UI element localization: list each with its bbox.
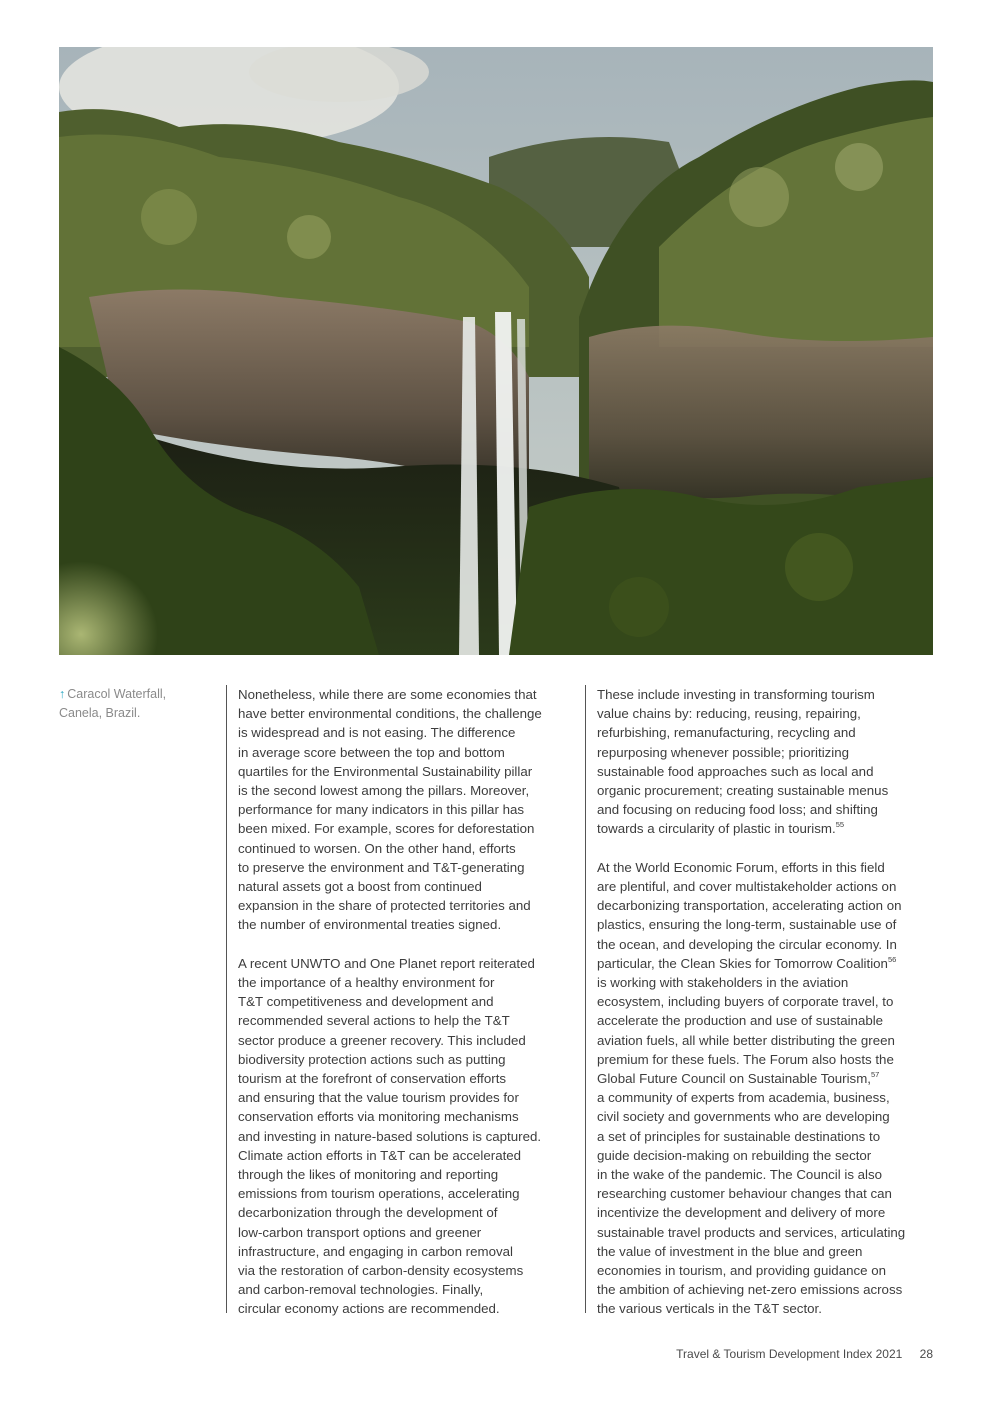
text-line: A recent UNWTO and One Planet report reiterated xyxy=(238,955,535,971)
text-line: sustainable travel products and services, articulating xyxy=(597,1224,906,1240)
page-number: 28 xyxy=(919,1347,933,1361)
text-line: guide decision-making on rebuilding the sector xyxy=(597,1147,872,1163)
text-line: decarbonization through the development of xyxy=(238,1205,498,1221)
text-line: and investing in nature-based solutions is captured. xyxy=(238,1128,542,1144)
text-line: low-carbon transport options and greener xyxy=(238,1224,482,1240)
photo-caption xyxy=(59,685,209,722)
page-footer xyxy=(676,1347,933,1361)
text-line: emissions from tourism operations, accelerating xyxy=(238,1186,520,1202)
text-line: These include investing in transforming tourism xyxy=(597,687,875,702)
text-line: a community of experts from academia, business, xyxy=(597,1090,890,1106)
text-line: researching customer behaviour changes that can xyxy=(597,1186,892,1202)
text-line: in average score between the top and bottom xyxy=(238,744,505,760)
text-line: value chains by: reducing, reusing, repairing, xyxy=(597,706,861,722)
text-line: been mixed. For example, scores for deforestation xyxy=(238,821,535,837)
text-line: aviation fuels, all while better distributing the green xyxy=(597,1032,895,1048)
text-line: is the second lowest among the pillars. Moreover, xyxy=(238,783,530,799)
text-line: through the likes of monitoring and reporting xyxy=(238,1167,499,1183)
text-column-1 xyxy=(226,685,581,1317)
text-line: quartiles for the Environmental Sustainability pillar xyxy=(238,763,533,779)
text-line: infrastructure, and engaging in carbon removal xyxy=(238,1243,513,1259)
text-line-body: Global Future Council on Sustainable Tourism, xyxy=(597,1071,871,1087)
text-line: tourism at the forefront of conservation efforts xyxy=(238,1071,507,1087)
footnote-marker: 55 xyxy=(835,820,845,830)
text-line: the value of investment in the blue and green xyxy=(597,1243,863,1259)
text-line: ecosystem, including buyers of corporate travel, to xyxy=(597,994,894,1010)
text-line: to preserve the environment and T&T-generating xyxy=(238,859,525,875)
text-line: in the wake of the pandemic. The Council is also xyxy=(597,1167,883,1183)
text-line: via the restoration of carbon-density ecosystems xyxy=(238,1263,524,1279)
text-line xyxy=(597,1069,937,1088)
text-line: a set of principles for sustainable destinations to xyxy=(597,1128,881,1144)
text-line: civil society and governments who are developing xyxy=(597,1109,890,1125)
text-column-2 xyxy=(585,685,937,1317)
text-line: and carbon-removal technologies. Finally, xyxy=(238,1282,484,1298)
text-line: sustainable food approaches such as local and xyxy=(597,763,874,779)
text-line: the ocean, and developing the circular economy. In xyxy=(597,936,897,952)
text-line: are plentiful, and cover multistakeholder actions on xyxy=(597,879,897,895)
paragraph xyxy=(597,685,937,839)
text-line-body: towards a circularity of plastic in tourism. xyxy=(597,821,836,837)
caption-line-2: Canela, Brazil. xyxy=(59,705,141,720)
text-line: have better environmental conditions, the challenge xyxy=(238,706,542,722)
text-line: Nonetheless, while there are some economies that xyxy=(238,687,537,702)
text-line: accelerate the production and use of sustainable xyxy=(597,1013,884,1029)
text-line: the importance of a healthy environment for xyxy=(238,975,495,991)
text-line xyxy=(597,954,937,973)
text-line: incentivize the development and delivery of more xyxy=(597,1205,886,1221)
text-line: economies in tourism, and providing guidance on xyxy=(597,1263,887,1279)
text-line: the ambition of achieving net-zero emissions across xyxy=(597,1282,903,1298)
text-line: and ensuring that the value tourism provides for xyxy=(238,1090,519,1106)
text-line: and focusing on reducing food loss; and shifting xyxy=(597,802,878,818)
text-line: continued to worsen. On the other hand, efforts xyxy=(238,840,516,856)
text-line: natural assets got a boost from continued xyxy=(238,879,482,895)
text-line: repurposing whenever possible; prioritizing xyxy=(597,744,850,760)
caption-line-1: Caracol Waterfall, xyxy=(67,687,167,701)
text-line: is working with stakeholders in the aviation xyxy=(597,975,849,991)
text-line: expansion in the share of protected territories and xyxy=(238,898,531,914)
text-line-body: particular, the Clean Skies for Tomorrow Coalition xyxy=(597,955,888,971)
text-line: decarbonizing transportation, accelerating action on xyxy=(597,898,902,914)
text-line: performance for many indicators in this pillar has xyxy=(238,802,525,818)
text-line: biodiversity protection actions such as putting xyxy=(238,1051,506,1067)
text-line: T&T competitiveness and development and xyxy=(238,994,494,1010)
paragraph xyxy=(597,858,937,1319)
text-line: organic procurement; creating sustainable menus xyxy=(597,783,889,799)
waterfall-photo xyxy=(59,47,933,655)
waterfall-illustration xyxy=(59,47,933,655)
text-line: circular economy actions are recommended. xyxy=(238,1301,500,1317)
text-line: the number of environmental treaties signed. xyxy=(238,917,502,933)
footnote-marker: 56 xyxy=(887,954,897,964)
text-line: sector produce a greener recovery. This included xyxy=(238,1032,526,1048)
paragraph xyxy=(238,954,581,1319)
text-line: plastics, ensuring the long-term, sustainable use of xyxy=(597,917,897,933)
text-line: conservation efforts via monitoring mechanisms xyxy=(238,1109,519,1125)
text-line: premium for these fuels. The Forum also hosts the xyxy=(597,1051,894,1067)
publication-title: Travel & Tourism Development Index 2021 xyxy=(676,1347,903,1361)
arrow-up-icon: ↑ xyxy=(59,687,66,701)
text-line: recommended several actions to help the T&T xyxy=(238,1013,510,1029)
paragraph xyxy=(238,685,581,935)
text-line: refurbishing, remanufacturing, recycling and xyxy=(597,725,856,741)
footnote-marker: 57 xyxy=(870,1070,880,1080)
text-line: Climate action efforts in T&T can be accelerated xyxy=(238,1147,522,1163)
text-line: the various verticals in the T&T sector. xyxy=(597,1301,822,1317)
text-line: At the World Economic Forum, efforts in this field xyxy=(597,859,885,875)
text-line xyxy=(597,819,937,838)
text-line: is widespread and is not easing. The difference xyxy=(238,725,516,741)
